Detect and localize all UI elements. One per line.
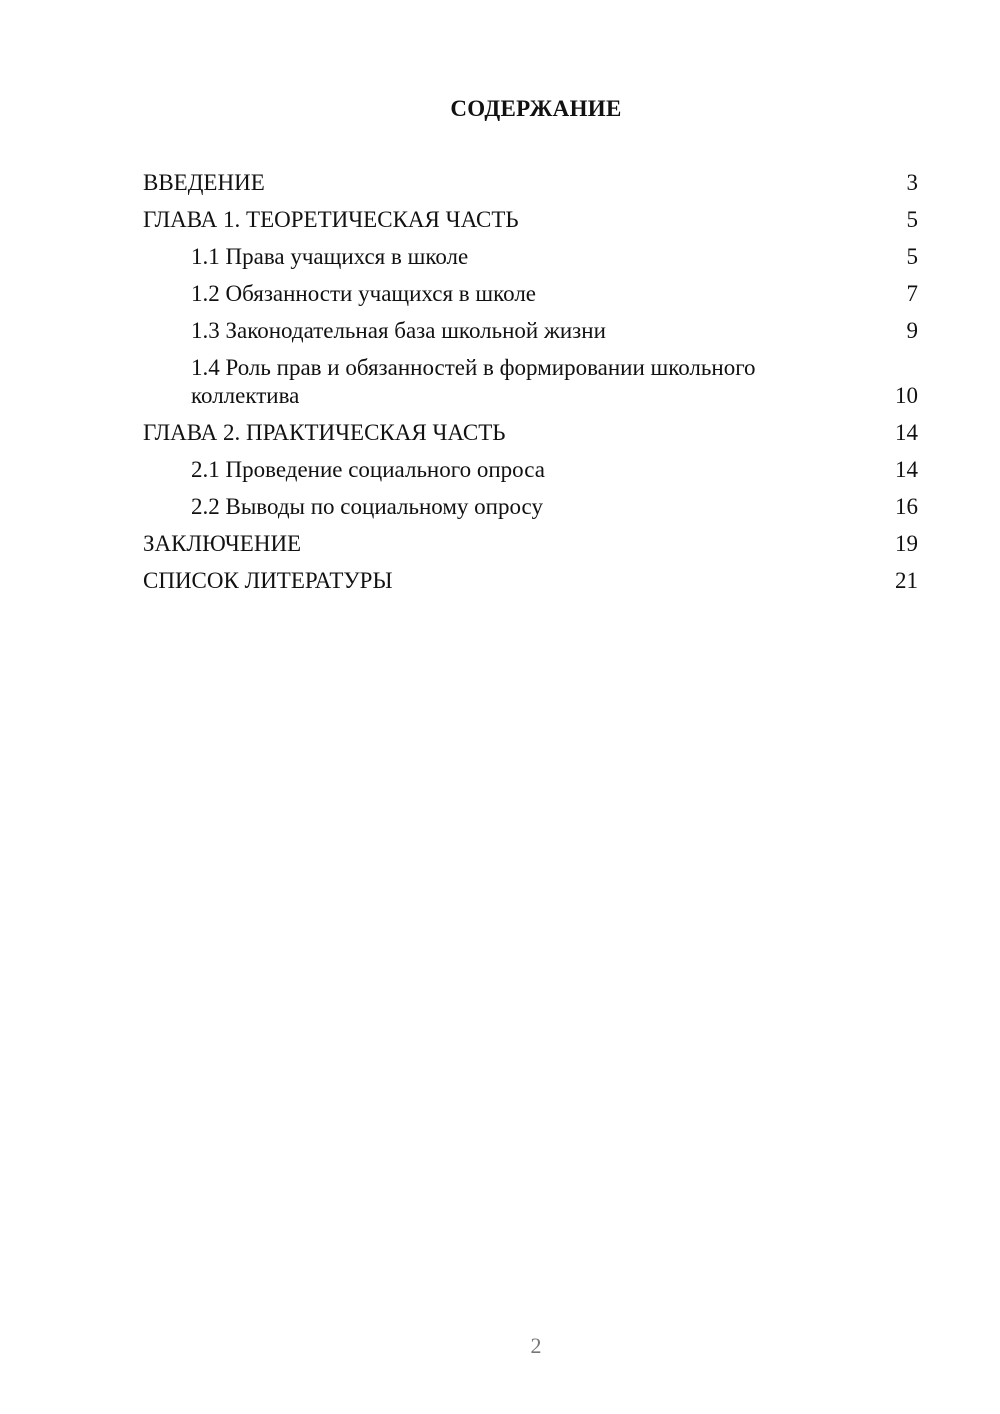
toc-entry-label: 1.4 Роль прав и обязанностей в формировании школьного коллектива — [191, 355, 756, 408]
toc-entry-page: 14 — [895, 420, 918, 445]
toc-entry-chapter-1[interactable] — [143, 206, 918, 234]
toc-entry-section-1-2[interactable] — [143, 280, 918, 308]
toc-entry-section-1-1[interactable] — [143, 243, 918, 271]
toc-entry-conclusion[interactable] — [143, 530, 918, 558]
toc-entry-section-1-3[interactable] — [143, 317, 918, 345]
table-of-contents — [143, 169, 918, 604]
toc-entry-label: 2.1 Проведение социального опроса — [191, 457, 545, 482]
toc-entry-label: ЗАКЛЮЧЕНИЕ — [143, 531, 302, 556]
toc-entry-label: 2.2 Выводы по социальному опросу — [191, 494, 543, 519]
toc-entry-section-2-1[interactable] — [143, 456, 918, 484]
toc-entry-label: ГЛАВА 1. ТЕОРЕТИЧЕСКАЯ ЧАСТЬ — [143, 207, 519, 232]
toc-entry-label: ВВЕДЕНИЕ — [143, 170, 265, 195]
toc-entry-page: 9 — [906, 318, 918, 343]
toc-entry-section-1-4[interactable] — [143, 354, 918, 410]
toc-entry-page: 14 — [895, 457, 918, 482]
page-number: 2 — [530, 1333, 542, 1358]
toc-entry-section-2-2[interactable] — [143, 493, 918, 521]
toc-entry-page: 19 — [895, 531, 918, 556]
toc-entry-references[interactable] — [143, 567, 918, 595]
toc-entry-introduction[interactable] — [143, 169, 918, 197]
toc-entry-page: 3 — [906, 170, 918, 195]
toc-entry-page: 10 — [895, 383, 918, 408]
toc-entry-label: 1.3 Законодательная база школьной жизни — [191, 318, 606, 343]
toc-entry-label: СПИСОК ЛИТЕРАТУРЫ — [143, 568, 393, 593]
toc-entry-label: 1.1 Права учащихся в школе — [191, 244, 469, 269]
toc-entry-chapter-2[interactable] — [143, 419, 918, 447]
toc-entry-page: 16 — [895, 494, 918, 519]
toc-title: СОДЕРЖАНИЕ — [450, 96, 622, 121]
toc-entry-page: 21 — [895, 568, 918, 593]
toc-entry-page: 7 — [906, 281, 918, 306]
toc-entry-page: 5 — [906, 244, 918, 269]
toc-entry-page: 5 — [906, 207, 918, 232]
toc-entry-label: 1.2 Обязанности учащихся в школе — [191, 281, 536, 306]
toc-entry-label: ГЛАВА 2. ПРАКТИЧЕСКАЯ ЧАСТЬ — [143, 420, 506, 445]
